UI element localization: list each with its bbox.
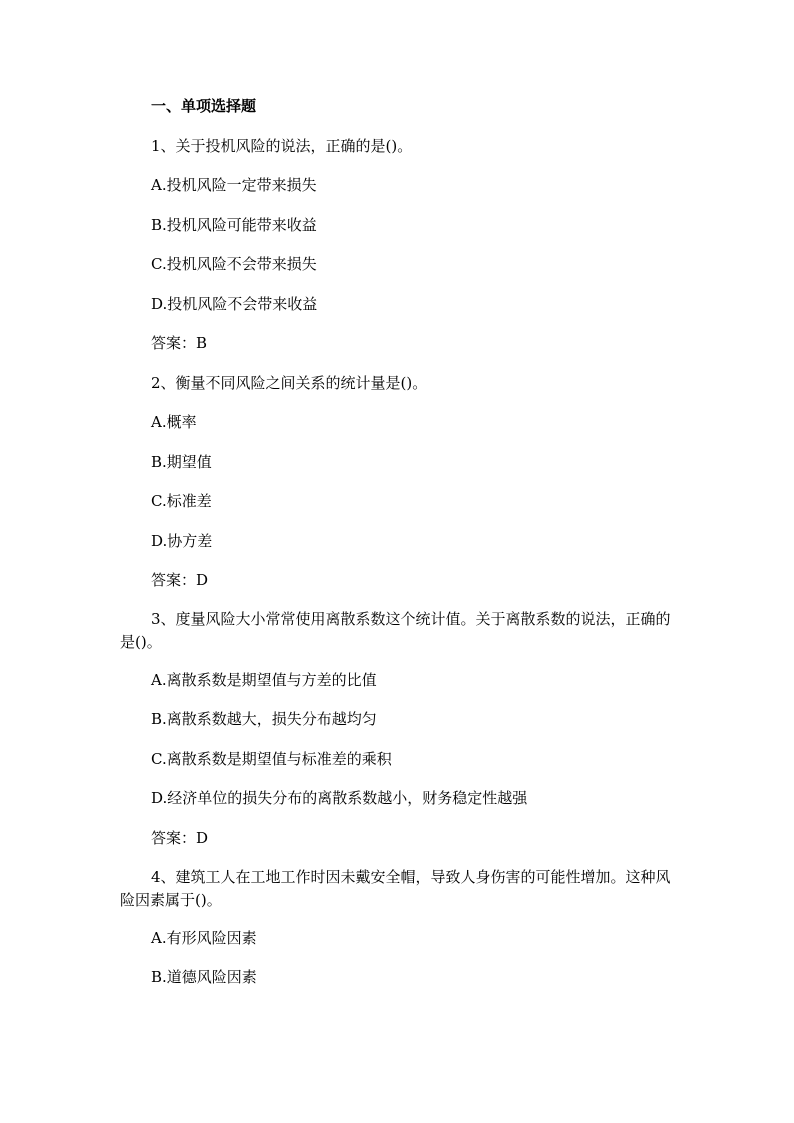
question-3-option-c: C.离散系数是期望值与标准差的乘积 bbox=[151, 750, 392, 768]
section-title: 一、单项选择题 bbox=[151, 97, 257, 115]
question-3-answer: 答案：D bbox=[151, 829, 209, 847]
question-4-stem: 4、建筑工人在工地工作时因未戴安全帽，导致人身伤害的可能性增加。这种风险因素属于()。 bbox=[120, 868, 671, 909]
question-3-stem: 3、度量风险大小常常使用离散系数这个统计值。关于离散系数的说法，正确的是()。 bbox=[120, 610, 671, 651]
question-2-stem: 2、衡量不同风险之间关系的统计量是()。 bbox=[151, 374, 428, 392]
question-1-option-c: C.投机风险不会带来损失 bbox=[151, 255, 317, 273]
question-2-option-a: A.概率 bbox=[151, 413, 197, 431]
question-2-option-c: C.标准差 bbox=[151, 492, 212, 510]
question-4-option-a: A.有形风险因素 bbox=[151, 929, 257, 947]
question-1-answer: 答案：B bbox=[151, 334, 208, 352]
question-1-stem: 1、关于投机风险的说法，正确的是()。 bbox=[151, 137, 413, 155]
question-3-option-a: A.离散系数是期望值与方差的比值 bbox=[151, 671, 377, 689]
question-1-option-b: B.投机风险可能带来收益 bbox=[151, 216, 317, 234]
question-1-option-d: D.投机风险不会带来收益 bbox=[151, 295, 318, 313]
question-2-option-b: B.期望值 bbox=[151, 453, 212, 471]
question-3-option-d: D.经济单位的损失分布的离散系数越小，财务稳定性越强 bbox=[151, 789, 528, 807]
question-1-option-a: A.投机风险一定带来损失 bbox=[151, 176, 317, 194]
question-3-option-b: B.离散系数越大，损失分布越均匀 bbox=[151, 710, 377, 728]
question-2-answer: 答案：D bbox=[151, 571, 209, 589]
question-2-option-d: D.协方差 bbox=[151, 532, 213, 550]
question-4-option-b: B.道德风险因素 bbox=[151, 968, 257, 986]
